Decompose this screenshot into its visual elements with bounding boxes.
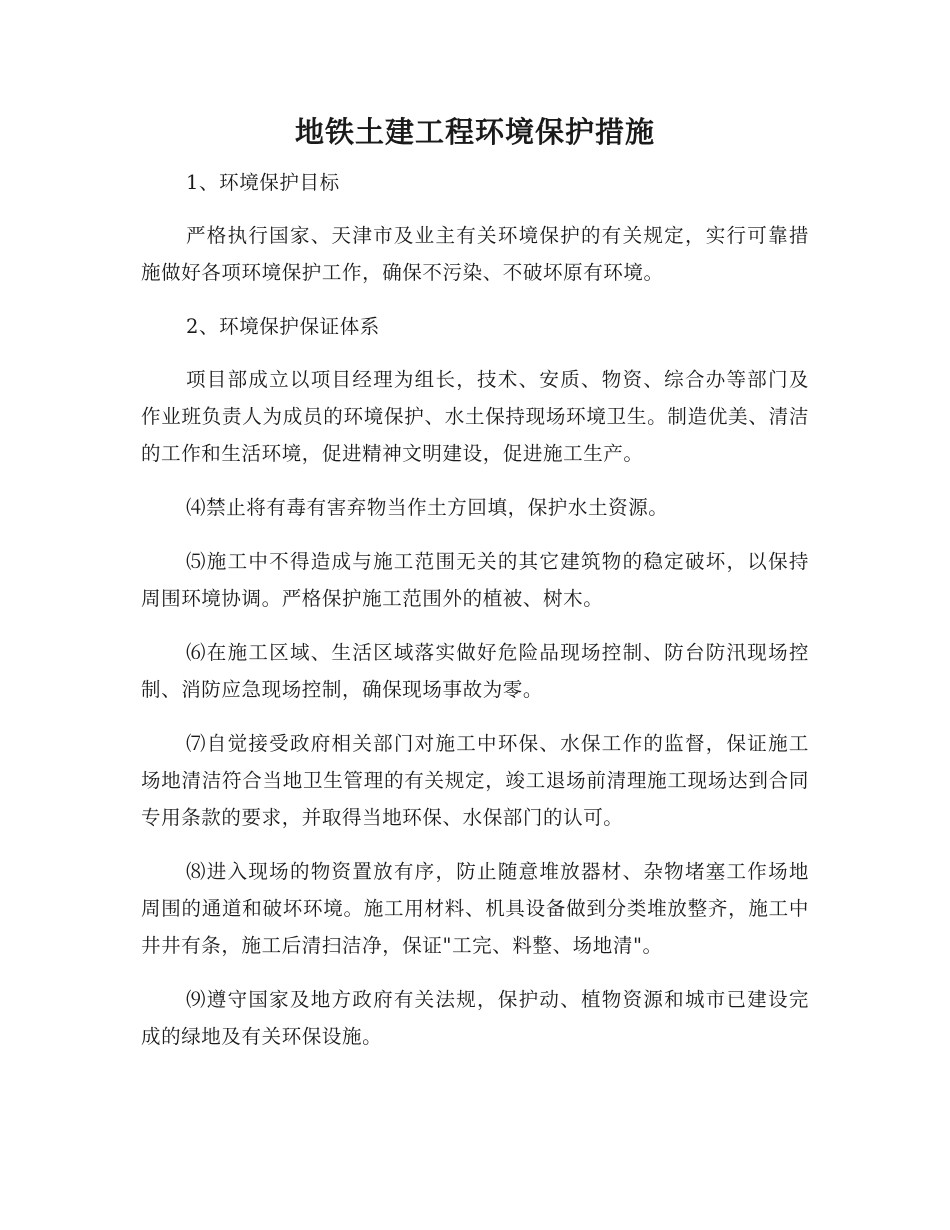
paragraph-goal: 严格执行国家、天津市及业主有关环境保护的有关规定，实行可靠措施做好各项环境保护工作，确保不污染、不破坏原有环境。 <box>141 224 809 284</box>
list-item-4: ⑷禁止将有毒有害弃物当作土方回填，保护水土资源。 <box>186 496 669 519</box>
section-heading-goal: 1、环境保护目标 <box>186 171 340 194</box>
list-item-5: ⑸施工中不得造成与施工范围无关的其它建筑物的稳定破坏，以保持周围环境协调。严格保护施工范围外的植被、树木。 <box>141 550 809 610</box>
list-item-6: ⑹在施工区域、生活区域落实做好危险品现场控制、防台防汛现场控制、消防应急现场控制，确保现场事故为零。 <box>141 641 809 701</box>
document-body <box>141 164 809 1072</box>
list-item-7: ⑺自觉接受政府相关部门对施工中环保、水保工作的监督，保证施工场地清洁符合当地卫生管理的有关规定，竣工退场前清理施工现场达到合同专用条款的要求，并取得当地环保、水保部门的认可。 <box>141 732 809 829</box>
list-item-9: ⑼遵守国家及地方政府有关法规，保护动、植物资源和城市已建设完成的绿地及有关环保设施。 <box>141 988 809 1048</box>
list-item-8: ⑻进入现场的物资置放有序，防止随意堆放器材、杂物堵塞工作场地周围的通道和破坏环境。施工用材料、机具设备做到分类堆放整齐，施工中井井有条，施工后清扫洁净，保证"工完、料整、场地清"。 <box>141 860 809 957</box>
section-heading-system: 2、环境保护保证体系 <box>186 315 380 338</box>
paragraph-system: 项目部成立以项目经理为组长，技术、安质、物资、综合办等部门及作业班负责人为成员的环境保护、水土保持现场环境卫生。制造优美、清洁的工作和生活环境，促进精神文明建设，促进施工生产。 <box>141 368 809 465</box>
document-title: 地铁土建工程环境保护措施 <box>294 115 655 149</box>
